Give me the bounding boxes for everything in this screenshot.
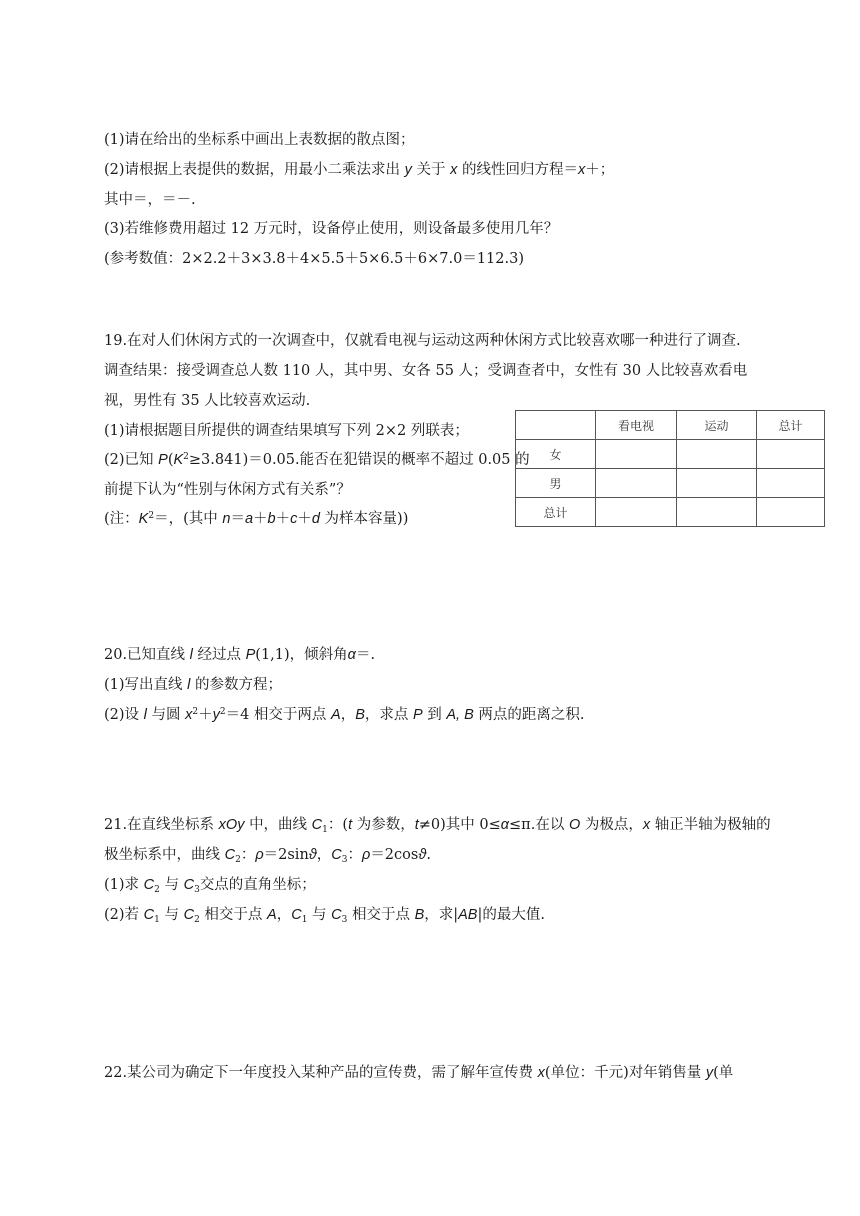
table-row xyxy=(516,440,825,469)
table-cell xyxy=(757,440,825,469)
table-cell xyxy=(677,498,757,527)
q19-stem-line3: 视，男性有 35 人比较喜欢运动. xyxy=(104,393,311,409)
q20-part1: (1)写出直线 l 的参数方程； xyxy=(104,677,282,693)
q18-part1: (1)请在给出的坐标系中画出上表数据的散点图； xyxy=(104,132,415,148)
q19-stem-line2: 调查结果：接受调查总人数 110 人，其中男、女各 55 人；受调查者中，女性有 30 人比较喜欢看电 xyxy=(104,363,748,379)
table-header-row xyxy=(516,411,825,440)
q20-part2: (2)设 l 与圆 $x^2+y^2=4$ 相交于两点 A，B，求点 P 到 A, B 两点的距离之积. xyxy=(104,707,585,723)
contingency-table xyxy=(515,410,825,527)
q19-note: (注：$K^2=$，(其中 n＝a＋b＋c＋d 为样本容量)) xyxy=(104,511,409,527)
table-header-cell xyxy=(516,411,596,440)
q18-part2: (2)请根据上表提供的数据，用最小二乘法求出 y 关于 x 的线性回归方程＝x＋； xyxy=(104,162,615,178)
table-row-label: 总计 xyxy=(516,498,596,527)
q21-stem-line1: 21.在直线坐标系 xOy 中，曲线 $C_1$：(t 为参数，t≠0)其中 0≤α≤π.在以 O 为极点，x 轴正半轴为极轴的 xyxy=(104,817,771,835)
q21-part1: (1)求 $C_2$ 与 $C_3$交点的直角坐标； xyxy=(104,877,316,895)
q18-reference: (参考数值：2×2.2＋3×3.8＋4×5.5＋5×6.5＋6×7.0＝112.3) xyxy=(104,251,524,267)
q21-stem-line2: 极坐标系中，曲线 $C_2$：ρ＝2sinϑ，$C_3$：ρ＝2cosϑ. xyxy=(104,847,431,865)
table-cell xyxy=(596,469,677,498)
table-header-cell: 总计 xyxy=(757,411,825,440)
table-cell xyxy=(677,469,757,498)
table-header-cell: 运动 xyxy=(677,411,757,440)
table-cell xyxy=(757,469,825,498)
table-cell xyxy=(677,440,757,469)
table-row-label: 男 xyxy=(516,469,596,498)
q18-where: 其中＝，＝－. xyxy=(104,192,196,208)
q21-part2: (2)若 $C_1$ 与 $C_2$ 相交于点 A，$C_1$ 与 $C_3$ 相交于点 B，求|AB|的最大值. xyxy=(104,907,545,925)
table-cell xyxy=(757,498,825,527)
table-row xyxy=(516,498,825,527)
q22-stem: 22.某公司为确定下一年度投入某种产品的宣传费，需了解年宣传费 x(单位：千元)对年销售量 y(单 xyxy=(104,1065,734,1081)
q19-part2-line2: 前提下认为“性别与休闲方式有关系”？ xyxy=(104,482,351,498)
q20-stem: 20.已知直线 l 经过点 P(1,1)，倾斜角α＝. xyxy=(104,647,376,663)
q18-part3: (3)若维修费用超过 12 万元时，设备停止使用，则设备最多使用几年？ xyxy=(104,221,559,237)
table-row xyxy=(516,469,825,498)
table-header-cell: 看电视 xyxy=(596,411,677,440)
table-row-label: 女 xyxy=(516,440,596,469)
table-cell xyxy=(596,498,677,527)
table-cell xyxy=(596,440,677,469)
q19-part1: (1)请根据题目所提供的调查结果填写下列 2×2 列联表； xyxy=(104,423,469,439)
q19-part2: (2)已知 $P(K^2\ge 3.841)=0.05$.能否在犯错误的概率不超过 0.05 的 xyxy=(104,452,530,468)
q19-stem-line1: 19.在对人们休闲方式的一次调查中，仅就看电视与运动这两种休闲方式比较喜欢哪一种进行了调查. xyxy=(104,333,741,349)
